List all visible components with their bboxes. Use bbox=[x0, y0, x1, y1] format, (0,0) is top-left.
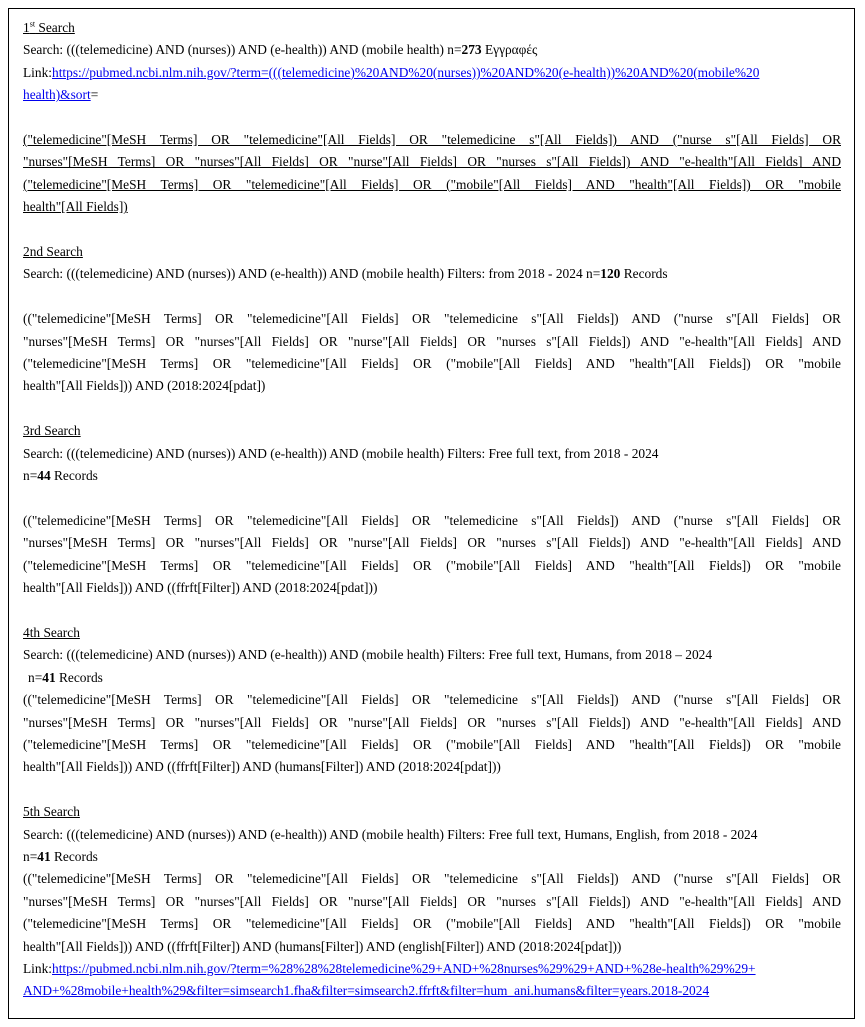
search-2-count: 120 bbox=[600, 266, 621, 282]
search-4-count: 41 bbox=[42, 669, 56, 685]
search-strategy-document: 1st Search Search: (((telemedicine) AND (nurses)) AND (e-health)) AND (mobile health) n=273 Εγγραφές Link:https://pubmed.ncbi.nlm.nih.gov/?term=(((telemedicine)%20AND%20(nurses))%20AND%20(e-health))%20AND%20(mobile%20 health)&sort= ("telemedicine"[MeSH Terms] OR "telemedicine"[All Fields] OR "telemedicine s"[All Fields]) AND ("nurse s"[All Fields] OR "nurses"[MeSH Terms] OR "nurses"[All Fields] OR "nurse"[All Fields] OR "nurses s"[All Fields]) AND "e-health"[All Fields] AND ("telemedicine"[MeSH Terms] OR "telemedicine"[All Fields] OR ("mobile"[All Fields] AND "health"[All Fields]) OR "mobile health"[All Fields]) 2nd Search Search: (((telemedicine) AND (nurses)) AND (e-health)) AND (mobile health) Filters: from 2018 - 2024 n=120 Records (("telemedicine"[MeSH Terms] OR "telemedicine"[All Fields] OR "telemedicine s"[All Fields]) AND ("nurse s"[All Fields] OR "nurses"[MeSH Terms] OR "nurses"[All Fields] OR "nurse"[All Fields] OR "nurses s"[All Fields]) AND "e-health"[All Fields] AND ("telemedicine"[MeSH Terms] OR "telemedicine"[All Fields] OR ("mobile"[All Fields] AND "health"[All Fields]) OR "mobile health"[All Fields])) AND (2018:2024[pdat]) 3rd Search Search: (((telemedicine) AND (nurses)) AND (e-health)) AND (mobile health) Filters: Free full text, from 2018 - 2024 n=44 Records (("telemedicine"[MeSH Terms] OR "telemedicine"[All Fields] OR "telemedicine s"[All Fields]) AND ("nurse s"[All Fields] OR "nurses"[MeSH Terms] OR "nurses"[All Fields] OR "nurse"[All Fields] OR "nurses s"[All Fields]) AND "e-health"[All Fields] AND ("telemedicine"[MeSH Terms] OR "telemedicine"[All Fields] OR ("mobile"[All Fields] AND "health"[All Fields]) OR "mobile health"[All Fields])) AND ((ffrft[Filter]) AND (2018:2024[pdat])) 4th Search Search: (((telemedicine) AND (nurses)) AND (e-health)) AND (mobile health) Filters: Free full text, Humans, from 2018 – 2024 n=41 Records (("telemedicine"[MeSH Terms] OR "telemedicine"[All Fields] OR "telemedicine s"[All Fields]) AND ("nurse s"[All Fields] OR "nurses"[MeSH Terms] OR "nurses"[All Fields] OR "nurse"[All Fields] OR "nurses s"[All Fields]) AND "e-health"[All Fields] AND ("telemedicine"[MeSH Terms] OR "telemedicine"[All Fields] OR ("mobile"[All Fields] AND "health"[All Fields]) OR "mobile health"[All Fields])) AND ((ffrft[Filter]) AND (humans[Filter]) AND (2018:2024[pdat])) 5th Search Search: (((telemedicine) AND (nurses)) AND (e-health)) AND (mobile health) Filters: Free full text, Humans, English, from 2018 - 2024 n=41 Records (("telemedicine"[MeSH Terms] OR "telemedicine"[All Fields] OR "telemedicine s"[All Fields]) AND ("nurse s"[All Fields] OR "nurses"[MeSH Terms] OR "nurses"[All Fields] OR "nurse"[All Fields] OR "nurses s"[All Fields]) AND "e-health"[All Fields] AND ("telemedicine"[MeSH Terms] OR "telemedicine"[All Fields] OR ("mobile"[All Fields] AND "health"[All Fields]) OR "mobile health"[All Fields])) AND ((ffrft[Filter]) AND (humans[Filter]) AND (english[Filter]) AND (2018:2024[pdat])) Link:https://pubmed.ncbi.nlm.nih.gov/?term=%28%28%28telemedicine%29+AND+%28nurses%29%29+AND+%28e-health%29%29+ AND+%28mobile+health%29&filter=simsearch1.fha&filter=simsearch2.ffrft&filter=hum_ani.humans&filter=years.2018-2024 bbox=[8, 8, 855, 1019]
search-5-url-part1[interactable]: https://pubmed.ncbi.nlm.nih.gov/?term=%28%28%28telemedicine%29+AND+%28nurses%29%29+AND+%28e-health%29%29+ bbox=[52, 960, 756, 976]
search-5-count: 41 bbox=[37, 848, 51, 864]
search-3-query: Search: (((telemedicine) AND (nurses)) AND (e-health)) AND (mobile health) Filters: Free full text, from 2018 - 2024 bbox=[23, 445, 659, 461]
search-3-expression: (("telemedicine"[MeSH Terms] OR "telemedicine"[All Fields] OR "telemedicine s"[All Fields]) AND ("nurse s"[All Fields] OR "nurses"[MeSH Terms] OR "nurses"[All Fields] OR "nurse"[All Fields] OR "nurses s"[All Fields]) AND "e-health"[All Fields] AND ("telemedicine"[MeSH Terms] OR "telemedicine"[All Fields] OR ("mobile"[All Fields] AND "health"[All Fields]) OR "mobile health"[All Fields])) AND ((ffrft[Filter]) AND (2018:2024[pdat])) bbox=[23, 512, 841, 596]
search-1-url-part1[interactable]: https://pubmed.ncbi.nlm.nih.gov/?term=(((telemedicine)%20AND%20(nurses))%20AND%20(e-health))%20AND%20(mobile%20 bbox=[52, 64, 760, 80]
search-1-url-part2[interactable]: health)&sort bbox=[23, 87, 91, 103]
search-4-expression: (("telemedicine"[MeSH Terms] OR "telemedicine"[All Fields] OR "telemedicine s"[All Fields]) AND ("nurse s"[All Fields] OR "nurses"[MeSH Terms] OR "nurses"[All Fields] OR "nurse"[All Fields] OR "nurses s"[All Fields]) AND "e-health"[All Fields] AND ("telemedicine"[MeSH Terms] OR "telemedicine"[All Fields] OR ("mobile"[All Fields] AND "health"[All Fields]) OR "mobile health"[All Fields])) AND ((ffrft[Filter]) AND (humans[Filter]) AND (2018:2024[pdat])) bbox=[23, 692, 841, 775]
search-3-heading: 3rd Search bbox=[23, 423, 81, 439]
search-1-count: 273 bbox=[461, 42, 482, 58]
search-4-count-line: n=41 Records bbox=[28, 669, 103, 685]
search-5-count-line: n=41 Records bbox=[23, 848, 98, 864]
search-5-heading: 5th Search bbox=[23, 804, 80, 820]
search-1-query: Search: (((telemedicine) AND (nurses)) AND (e-health)) AND (mobile health) n=273 Εγγραφές bbox=[23, 42, 538, 58]
search-2-heading: 2nd Search bbox=[23, 244, 83, 260]
search-1-link: Link:https://pubmed.ncbi.nlm.nih.gov/?term=(((telemedicine)%20AND%20(nurses))%20AND%20(e-health))%20AND%20(mobile%20 bbox=[23, 64, 760, 80]
search-1-expression: ("telemedicine"[MeSH Terms] OR "telemedicine"[All Fields] OR "telemedicine s"[All Fields]) AND ("nurse s"[All Fields] OR "nurses"[MeSH Terms] OR "nurses"[All Fields] OR "nurse"[All Fields] OR "nurses s"[All Fields]) AND "e-health"[All Fields] AND ("telemedicine"[MeSH Terms] OR "telemedicine"[All Fields] OR ("mobile"[All Fields] AND "health"[All Fields]) OR "mobile health"[All Fields]) bbox=[23, 132, 841, 215]
search-5-url-part2[interactable]: AND+%28mobile+health%29&filter=simsearch1.fha&filter=simsearch2.ffrft&filter=hum_ani.humans&filter=years.2018-2024 bbox=[23, 983, 710, 999]
search-3-count: 44 bbox=[37, 468, 51, 484]
search-1-heading: 1st Search bbox=[23, 19, 75, 35]
search-2-expression: (("telemedicine"[MeSH Terms] OR "telemedicine"[All Fields] OR "telemedicine s"[All Fields]) AND ("nurse s"[All Fields] OR "nurses"[MeSH Terms] OR "nurses"[All Fields] OR "nurse"[All Fields] OR "nurses s"[All Fields]) AND "e-health"[All Fields] AND ("telemedicine"[MeSH Terms] OR "telemedicine"[All Fields] OR ("mobile"[All Fields] AND "health"[All Fields]) OR "mobile health"[All Fields])) AND (2018:2024[pdat]) bbox=[23, 311, 841, 394]
search-5-expression: (("telemedicine"[MeSH Terms] OR "telemedicine"[All Fields] OR "telemedicine s"[All Fields]) AND ("nurse s"[All Fields] OR "nurses"[MeSH Terms] OR "nurses"[All Fields] OR "nurse"[All Fields] OR "nurses s"[All Fields]) AND "e-health"[All Fields] AND ("telemedicine"[MeSH Terms] OR "telemedicine"[All Fields] OR ("mobile"[All Fields] AND "health"[All Fields]) OR "mobile health"[All Fields])) AND ((ffrft[Filter]) AND (humans[Filter]) AND (english[Filter]) AND (2018:2024[pdat])) bbox=[23, 871, 841, 954]
search-3-count-line: n=44 Records bbox=[23, 468, 98, 484]
search-5-query: Search: (((telemedicine) AND (nurses)) AND (e-health)) AND (mobile health) Filters: Free full text, Humans, English, from 2018 - 2024 bbox=[23, 826, 758, 842]
search-4-heading: 4th Search bbox=[23, 624, 80, 640]
search-4-query: Search: (((telemedicine) AND (nurses)) AND (e-health)) AND (mobile health) Filters: Free full text, Humans, from 2018 – 2024 bbox=[23, 647, 713, 663]
search-2-query: Search: (((telemedicine) AND (nurses)) AND (e-health)) AND (mobile health) Filters: from 2018 - 2024 n=120 Records bbox=[23, 266, 668, 282]
search-5-link: Link:https://pubmed.ncbi.nlm.nih.gov/?term=%28%28%28telemedicine%29+AND+%28nurses%29%29+AND+%28e-health%29%29+ bbox=[23, 960, 756, 976]
